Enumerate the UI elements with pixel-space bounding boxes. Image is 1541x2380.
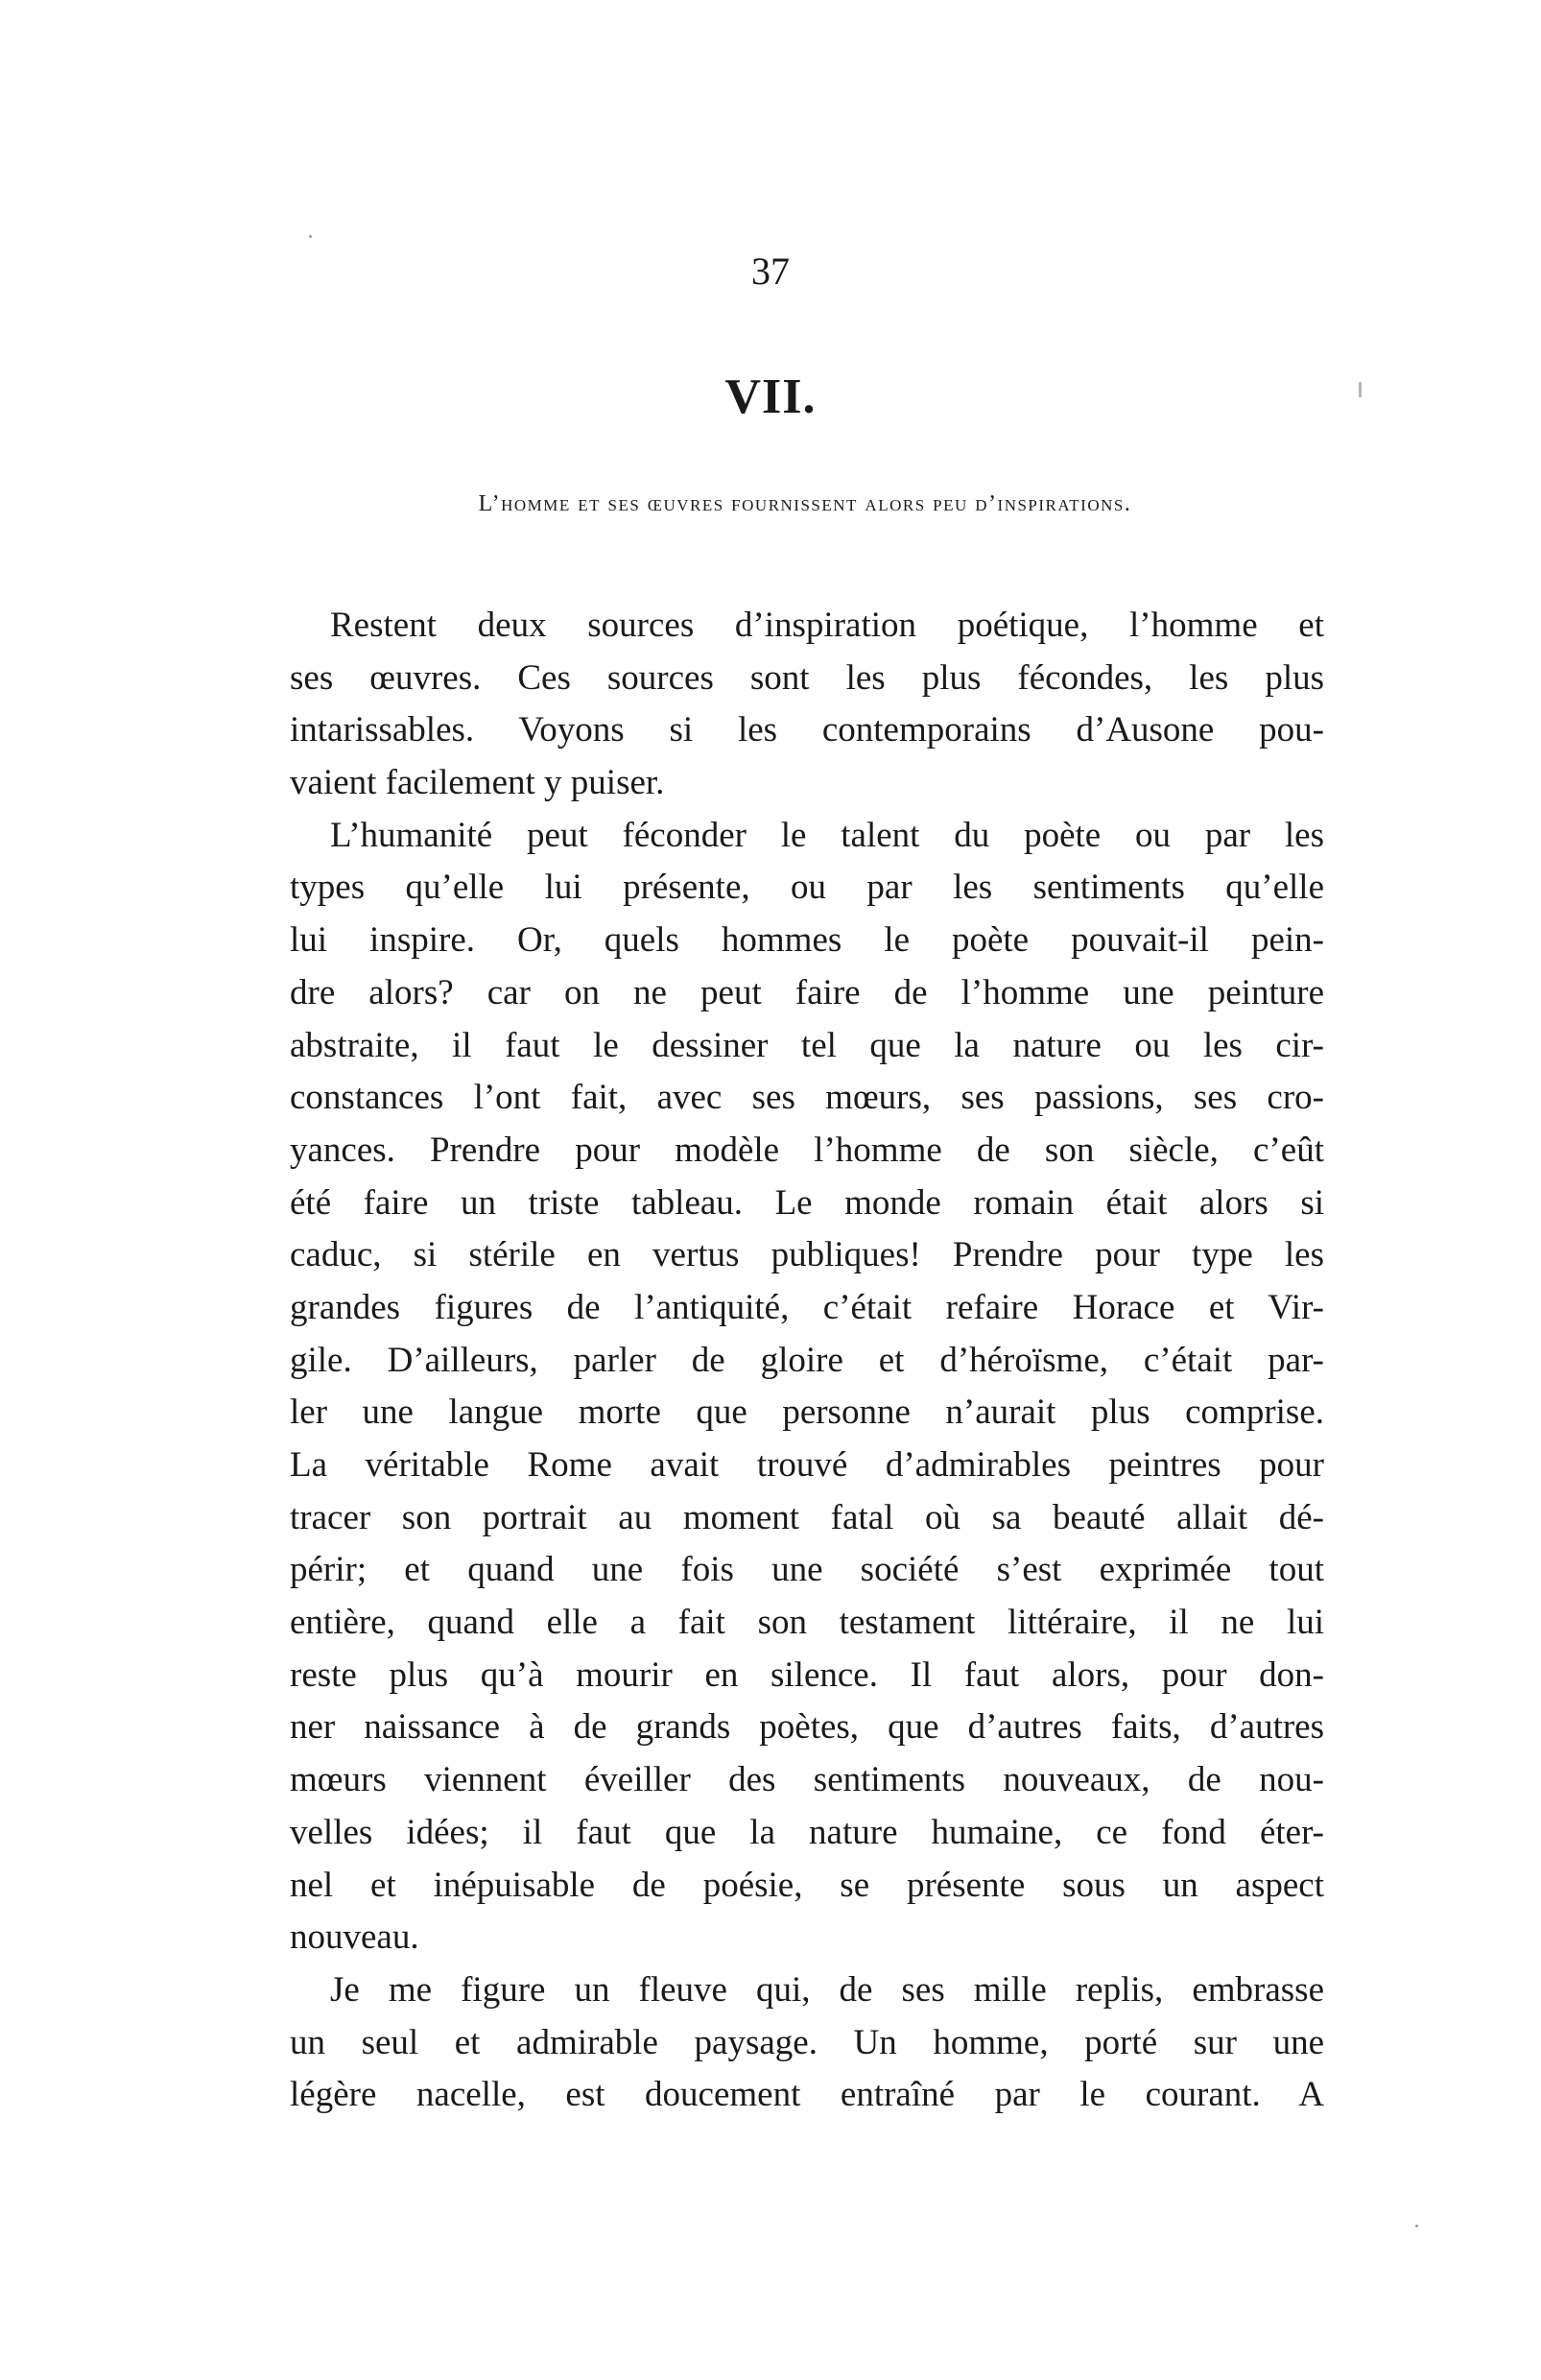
body-line: nel et inépuisable de poésie, se présente sous un aspect (290, 1865, 1324, 1905)
body-line: vaient facilement y puiser. (290, 763, 665, 803)
body-line: ses œuvres. Ces sources sont les plus fécondes, les plus (290, 657, 1324, 698)
body-line: abstraite, il faut le dessiner tel que la nature ou les cir- (290, 1025, 1324, 1065)
body-line: Restent deux sources d’inspiration poétique, l’homme et (330, 606, 1324, 645)
body-line: velles idées; il faut que la nature humaine, ce fond éter- (290, 1812, 1324, 1852)
body-line: constances l’ont fait, avec ses mœurs, ses passions, ses cro- (290, 1078, 1324, 1118)
body-line: ler une langue morte que personne n’aurait plus comprise. (290, 1392, 1324, 1433)
body-line: types qu’elle lui présente, ou par les sentiments qu’elle (290, 868, 1324, 908)
body-line: intarissables. Voyons si les contemporains d’Ausone pou- (290, 710, 1324, 750)
body-line: L’humanité peut féconder le talent du poète ou par les (330, 815, 1324, 855)
body-line: mœurs viennent éveiller des sentiments nouveaux, de nou- (290, 1760, 1324, 1800)
body-line: reste plus qu’à mourir en silence. Il faut alors, pour don- (290, 1654, 1324, 1695)
page-number: 37 (751, 250, 790, 293)
body-line: lui inspire. Or, quels hommes le poète pouvait-il pein- (290, 920, 1324, 961)
body-line: grandes figures de l’antiquité, c’était refaire Horace et Vir- (290, 1287, 1324, 1327)
paper-speck (1415, 2225, 1418, 2227)
body-line: ner naissance à de grands poètes, que d’autres faits, d’autres (290, 1707, 1324, 1748)
body-line: caduc, si stérile en vertus publiques! Prendre pour type les (290, 1235, 1324, 1275)
body-line: un seul et admirable paysage. Un homme, porté sur une (290, 2022, 1324, 2062)
chapter-title: L’homme et ses œuvres fournissent alors peu d’inspirations. (478, 491, 1132, 516)
body-line: tracer son portrait au moment fatal où sa beauté allait dé- (290, 1497, 1324, 1537)
body-line: périr; et quand une fois une société s’est exprimée tout (290, 1550, 1324, 1590)
body-line: entière, quand elle a fait son testament littéraire, il ne lui (290, 1603, 1324, 1643)
body-line: yances. Prendre pour modèle l’homme de son siècle, c’eût (290, 1130, 1324, 1170)
body-line: La véritable Rome avait trouvé d’admirables peintres pour (290, 1445, 1324, 1485)
chapter-number: VII. (724, 369, 817, 424)
body-line: dre alors? car on ne peut faire de l’homme une peinture (290, 972, 1324, 1012)
paper-speck (309, 235, 312, 238)
body-line: nouveau. (290, 1917, 419, 1958)
paper-speck (1359, 382, 1362, 397)
body-line: légère nacelle, est doucement entraîné par le courant. A (290, 2075, 1324, 2115)
body-line: été faire un triste tableau. Le monde romain était alors si (290, 1182, 1324, 1223)
body-line: gile. D’ailleurs, parler de gloire et d’héroïsme, c’était par- (290, 1340, 1324, 1380)
body-line: Je me figure un fleuve qui, de ses mille replis, embrasse (330, 1969, 1324, 2010)
body-text (290, 600, 1324, 2122)
